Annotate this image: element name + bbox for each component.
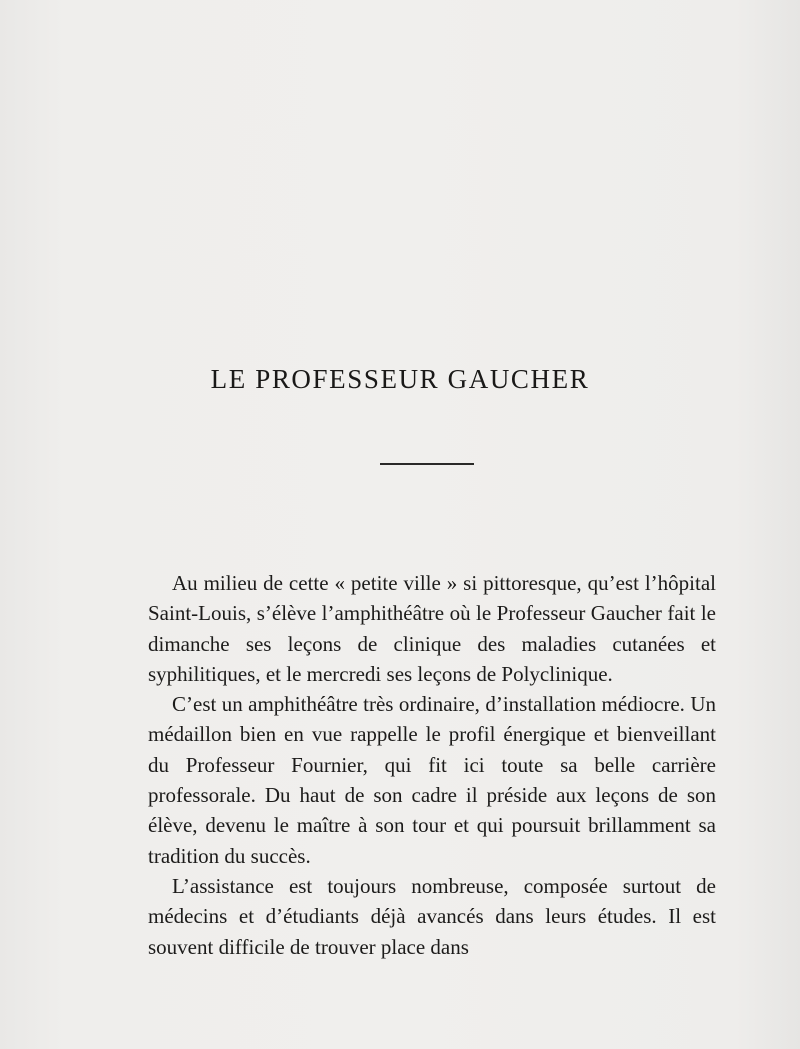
paragraph-2: C’est un amphithéâtre très ordinaire, d’installation médiocre. Un médaillon bien en vue rappelle le profil énergique et bienveillant du Professeur Fournier, qui fit ici toute sa belle carrière professorale. Du haut de son cadre il préside aux leçons de son élève, devenu le maître à son tour et qui poursuit brillamment sa tradition du succès. bbox=[148, 692, 716, 868]
paragraph-1: Au milieu de cette « petite ville » si pittoresque, qu’est l’hôpital Saint-Louis, s’élève l’amphithéâtre où le Professeur Gaucher fait le dimanche ses leçons de clinique des maladies cutanées et syphilitiques, et le mercredi ses leçons de Polyclinique. bbox=[148, 571, 716, 686]
title-rule bbox=[380, 463, 474, 465]
chapter-title: LE PROFESSEUR GAUCHER bbox=[210, 364, 590, 394]
paragraph-3: L’assistance est toujours nombreuse, composée surtout de médecins et d’étudiants déjà avancés dans leurs études. Il est souvent difficile de trouver place dans bbox=[148, 873, 716, 959]
body-text bbox=[148, 568, 716, 962]
